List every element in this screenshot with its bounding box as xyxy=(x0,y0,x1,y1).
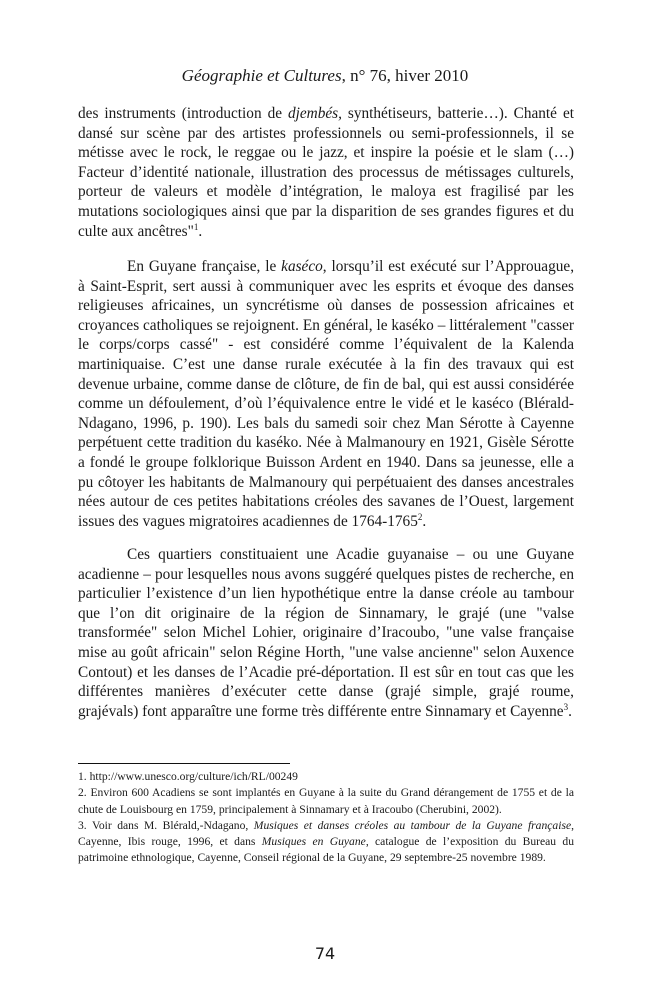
italic-title: Musiques et danses créoles au tambour de la Guyane française xyxy=(253,818,572,832)
text-run: . xyxy=(198,222,203,240)
running-header xyxy=(0,66,650,86)
page-number: 74 xyxy=(314,944,336,963)
footnotes xyxy=(78,769,574,867)
footnote-ref-3[interactable]: 3 xyxy=(563,701,569,712)
paragraph-2 xyxy=(78,257,574,531)
text-run: En Guyane française, le xyxy=(127,258,282,275)
issue-info: , n° 76, hiver 2010 xyxy=(341,66,469,85)
text-run: Ces quartiers constituaient une Acadie guyanaise – ou une Guyane acadienne – pour lesquelles nous avons suggéré quelques pistes de recherche, en particulier l’existence d’un lien hypothétique entre la danse créole au tambour que l’on dit originaire de la région de Sinnamary, le grajé (une "valse transformée" selon Michel Lohier, originaire d’Iracoubo, "une valse française mise au goût africain" selon Régine Horth, "une valse ancienne" selon Auxence Contout) et les danses de l’Acadie pré-déportation. Il est sûr en tout cas que les différentes manières d’exécuter cette danse (grajé simple, grajé roume, grajévals) font apparaître une forme très différente entre Sinnamary et Cayenne xyxy=(78,546,574,720)
text-run: , catalogue de l’exposition du Bureau du patrimoine ethnologique, Cayenne, Conseil régional de la Guyane, 29 septembre-25 novembre 1989. xyxy=(78,835,575,865)
paragraph-1 xyxy=(78,104,574,241)
italic-term: djembés, xyxy=(287,105,342,122)
italic-title: Musiques en Guyane xyxy=(261,835,366,849)
text-run: synthétiseurs, batterie…). Chanté et dansé sur scène par des artistes professionnels ou semi-professionnels, il se métisse avec le rock, le reggae ou le jazz, et inspire la poésie et le slam (…) Facteur d’identité nationale, illustration des processus de métissages culturels, porteur de valeurs et modèle d’intégration, le maloya est fragilisé par les mutations sociologiques ainsi que par la disparition de ses grandes figures et du culte aux ancêtres" xyxy=(78,105,574,240)
footnote-1[interactable]: 1. http://www.unesco.org/culture/ich/RL/00249 xyxy=(78,770,298,783)
footnote-ref-2[interactable]: 2 xyxy=(417,511,423,522)
footnote-ref-1[interactable]: 1 xyxy=(193,221,199,232)
text-run: 3. Voir dans M. Blérald,-Ndagano, xyxy=(78,818,254,832)
text-run: , lorsqu’il est exécuté sur l’Approuague, à Saint-Esprit, sert aussi à communiquer avec les esprits et évoque des danses religieuses africaines, un syncrétisme où danses de possession africaines et croyances catholiques se rejoignent. En général, le kaséko – littéralement "casser le corps/corps cassé" - est considéré comme l’équivalent de la Kalenda martiniquaise. C’est une danse rurale exécutée à la fin des travaux qui est devenue urbaine, comme danse de clôture, de fin de bal, qui est aussi considérée comme un défoulement, d’où l’équivalence entre le vidé et le kaséco (Blérald-Ndagano, 1996, p. 190). Les bals du samedi soir chez Man Sérotte à Cayenne perpétuent cette tradition du kaséko. Née à Malmanoury en 1921, Gisèle Sérotte a fondé le groupe folklorique Buisson Ardent en 1940. Dans sa jeunesse, elle a pu côtoyer les habitants de Malmanoury qui perpétuaient des danses ancestrales nées autour de ces petites habitations créoles des savanes de l’Ouest, largement issues des vagues migratoires acadiennes de 1764-1765 xyxy=(78,258,575,530)
paragraph-3 xyxy=(78,545,574,721)
text-run: . xyxy=(568,702,572,720)
text-run: , Cayenne, Ibis rouge, 1996, et dans xyxy=(78,818,575,849)
text-run: des instruments (introduction de xyxy=(78,105,288,122)
text-run: . xyxy=(422,512,427,530)
footnote-2: 2. Environ 600 Acadiens se sont implantés en Guyane à la suite du Grand dérangement de 1755 et de la chute de Louisbourg en 1759, principalement à Sinnamary et à Iracoubo (Cherubini, 2002). xyxy=(78,786,574,816)
footnote-3 xyxy=(78,818,574,867)
journal-title: Géographie et Cultures xyxy=(181,66,342,85)
footnote-divider xyxy=(78,763,290,764)
italic-term: kaséco xyxy=(281,258,323,275)
